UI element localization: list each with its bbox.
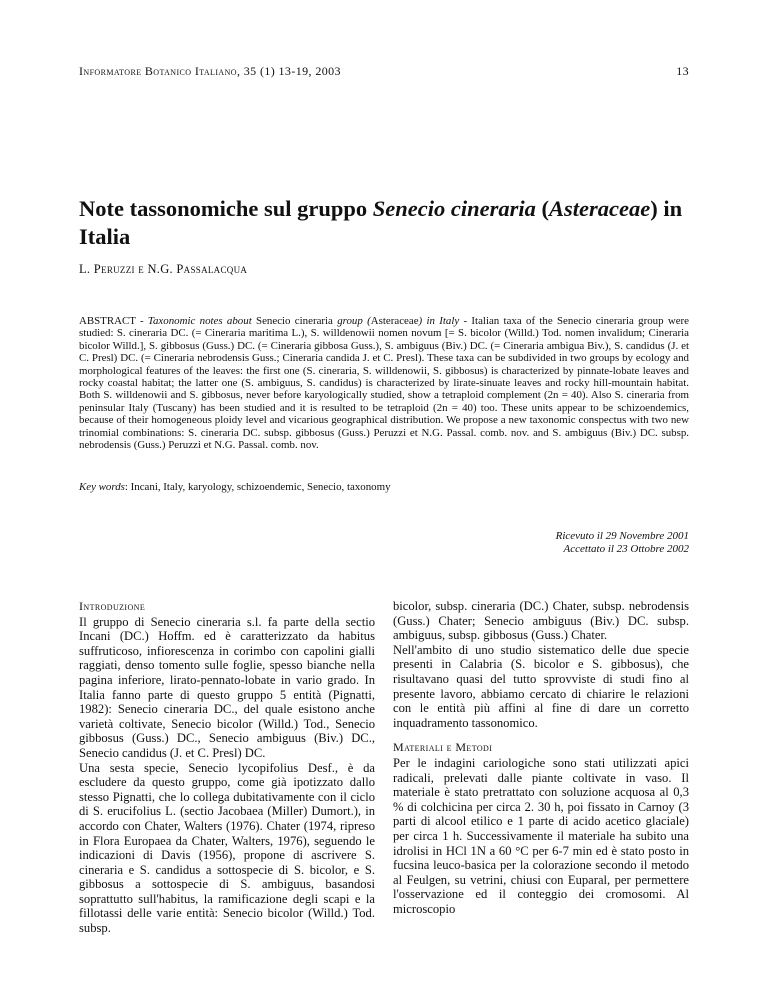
- body-paragraph: bicolor, subsp. cineraria (DC.) Chater, subsp. nebrodensis (Guss.) Chater; Senecio ambiguus (Biv.) DC. subsp. ambiguus, subsp. gibbosus (Guss.) Chater.: [393, 599, 689, 643]
- running-head: [79, 64, 689, 79]
- body-paragraph: Una sesta specie, Senecio lycopifolius Desf., è da escludere da questo gruppo, come già ipotizzato dallo stesso Pignatti, che lo collega dubitativamente con il ciclo di S. erucifolius L. (sectio Jacobaea (Miller) Dumort.), in accordo con Chater, Walters (1976). Chater (1974, ripreso in Flora Europaea da Chater, Walters, 1976), seguendo le indicazioni di Davis (1956), propone di ascrivere S. cineraria e S. candidus a sottospecie di S. bicolor, e S. gibbosus a sottospecie di S. ambiguus, basandosi soprattutto sull'habitus, la ramificazione degli scapi e la fillotassi delle varie entità: Senecio bicolor (Willd.) Tod. subsp.: [79, 760, 375, 936]
- abstract-english-title: Senecio cineraria: [256, 315, 333, 327]
- section-heading-methods: Materiali e Metodi: [393, 740, 493, 755]
- title-part: Note tassonomiche sul gruppo: [79, 196, 373, 221]
- body-paragraph: Per le indagini cariologiche sono stati utilizzati apici radicali, prelevati dalle piante coltivate in vaso. Il materiale è stato pretrattato con soluzione acquosa al 0,3 % di colchicina per circa 2. 30 h, poi fissato in Carnoy (3 parti di alcool etilico e 1 parte di acido acetico glaciale) per circa 1 h. Successivamente il materiale ha subito una idrolisi in HCl 1N a 60 °C per 6-7 min ed è stato posto in fucsina leuco-basica per la colorazione secondo il metodo al Feulgen, su vetrini, chiusi con Euparal, per permettere l'osservazione ed il conteggio dei cromosomi. Al microscopio: [393, 755, 689, 916]
- title-family: Asteraceae: [549, 196, 651, 221]
- abstract-paragraph: [79, 315, 689, 451]
- title-taxon: Senecio cineraria: [372, 196, 536, 221]
- abstract-english-title: ) in Italy: [418, 315, 460, 327]
- keywords: [79, 481, 689, 493]
- body-paragraph: Nell'ambito di uno studio sistematico delle due specie presenti in Calabria (S. bicolor e S. gibbosus), che risultavano quasi del tutto sprovviste di studi fino al presente lavoro, abbiamo cercato di chiarire le relazioni con le entità più affini al fine di dare un corretto inquadramento tassonomico.: [393, 642, 689, 730]
- article-title: [79, 195, 699, 251]
- title-part: ) in Italia: [79, 196, 683, 249]
- page-number: 13: [676, 64, 689, 78]
- authors: L. Peruzzi e N.G. Passalacqua: [79, 262, 248, 276]
- abstract-english-title: Taxonomic notes about: [147, 315, 257, 327]
- left-column: [79, 599, 375, 936]
- body-paragraph: Il gruppo di Senecio cineraria s.l. fa parte della sectio Incani (DC.) Hoffm. ed è caratterizzato da habitus suffruticoso, infiorescenza in corimbo con capolini gialli raggiati, denso tomento sulle foglie, spesso bianche nella pagina inferiore, lirato-pennato-lobate in vario grado. In Italia fanno parte di questo gruppo 5 entità (Pignatti, 1982): Senecio cineraria DC., del quale esistono anche varietà coltivate, Senecio bicolor (Willd.) Tod., Senecio gibbosus (Guss.) DC., Senecio ambiguus (Biv.) DC., Senecio candidus (J. et C. Presl) DC.: [79, 614, 375, 760]
- abstract-label: ABSTRACT -: [79, 315, 148, 327]
- received-date: Ricevuto il 29 Novembre 2001: [555, 530, 689, 542]
- journal-citation: Informatore Botanico Italiano, 35 (1) 13-19, 2003: [79, 64, 341, 78]
- abstract-english-title: Asteraceae: [370, 315, 419, 327]
- right-column: [393, 599, 689, 916]
- abstract: [79, 315, 689, 451]
- keywords-label: Key words: [79, 481, 125, 493]
- submission-dates: [556, 530, 689, 556]
- abstract-body: - Italian taxa of the Senecio cineraria group were studied: S. cineraria DC. (= Cineraria maritima L.), S. willdenowii nomen novum [= S. bicolor (Willd.) Tod. nomen invalidum; Cineraria bicolor Willd.], S. gibbosus (Guss.) DC. (= Cineraria gibbosa Guss.), S. ambiguus (Biv.) DC. (= Cineraria ambigua Biv.), S. candidus (J. et C. Presl) DC. (= Cineraria nebrodensis Guss.; Cineraria candida J. et C. Presl). These taxa can be subdivided in two groups by ecology and morphological features of the leaves: the first one (S. cineraria, S. willdenowii, S. gibbosus) is characterized by pinnate-lobate leaves and rocky coastal habitat; the latter one (S. ambiguus, S. candidus) is characterized by lirate-sinuate leaves and rocky hill-mountain habitat. Both S. willdenowii and S. gibbosus, never before karyologically studied, show a tetraploid complement (2n = 40). Also S. cineraria from peninsular Italy (Tuscany) has been studied and it is resulted to be tetraploid (2n = 40) too. These units appear to be schizoendemics, because of their homogeneous ploidy level and vicarious geographical distribution. We propose a new taxonomic conspectus with two new trinomial combinations: S. cineraria DC. subsp. gibbosus (Guss.) Peruzzi et N.G. Passal. comb. nov. and S. ambiguus (Biv.) DC. subsp. nebrodensis (Guss.) Peruzzi et N.G. Passal. comb. nov.: [79, 315, 690, 452]
- accepted-date: Accettato il 23 Ottobre 2002: [563, 543, 689, 555]
- keywords-text: : Incani, Italy, karyology, schizoendemic, Senecio, taxonomy: [124, 481, 391, 493]
- title-part: (: [535, 196, 550, 221]
- section-heading-introduction: Introduzione: [79, 599, 146, 613]
- abstract-english-title: group (: [332, 315, 371, 327]
